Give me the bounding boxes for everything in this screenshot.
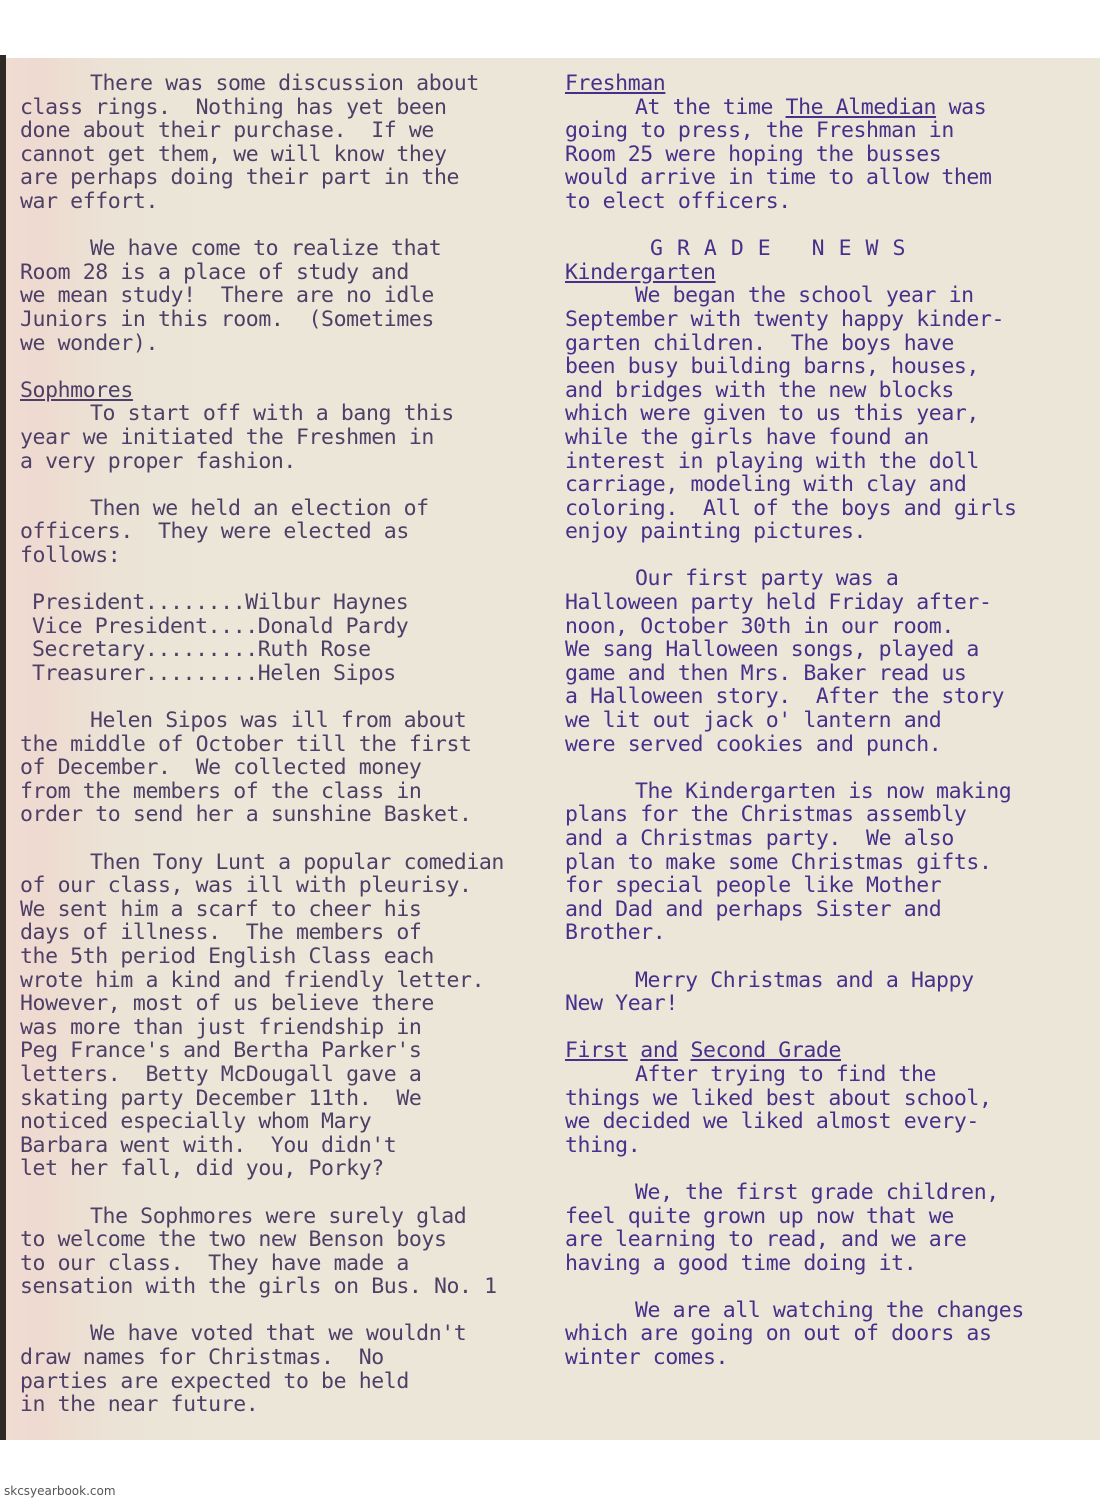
right-text-segment: The Almedian <box>785 94 937 120</box>
right-text-line: were served cookies and punch. <box>565 731 942 757</box>
left-blank-line <box>20 685 560 709</box>
left-text-line: the 5th period English Class each <box>20 943 434 969</box>
right-blank-line <box>565 945 1095 969</box>
left-text-line: President........Wilbur Haynes <box>32 590 409 616</box>
right-text-line: going to press, the Freshman in <box>565 118 954 144</box>
scan-top-margin <box>0 0 1100 58</box>
left-text-line: parties are expected to be held <box>20 1368 409 1394</box>
left-text-line: cannot get them, we will know they <box>20 141 447 167</box>
right-text-line: garten children. The boys have <box>565 330 954 356</box>
left-text-line: days of illness. The members of <box>20 920 422 946</box>
right-blank-line <box>565 1016 1095 1040</box>
right-text-segment: and <box>640 1038 678 1064</box>
right-text-line: plan to make some Christmas gifts. <box>565 849 992 875</box>
right-text-line: to elect officers. <box>565 188 791 214</box>
right-column-text <box>565 72 1095 1370</box>
right-blank-line <box>565 756 1095 780</box>
right-subheading: Freshman <box>565 71 666 96</box>
left-column-text <box>20 72 560 1417</box>
left-blank-line <box>20 1299 560 1323</box>
left-subheading: Sophmores <box>20 377 133 403</box>
right-text-line: and Dad and perhaps Sister and <box>565 896 942 922</box>
right-text-line: We began the school year in <box>635 283 974 309</box>
right-text-line: been busy building barns, houses, <box>565 354 979 380</box>
right-text-line: Our first party was a <box>635 566 899 592</box>
left-text-line: noticed especially whom Mary <box>20 1109 372 1135</box>
left-blank-line <box>20 355 560 379</box>
left-text-line: draw names for Christmas. No <box>20 1345 384 1371</box>
left-text-line: class rings. Nothing has yet been <box>20 94 447 120</box>
left-text-line: The Sophmores were surely glad <box>90 1203 467 1229</box>
right-text-line: We sang Halloween songs, played a <box>565 637 979 663</box>
right-blank-line <box>565 1157 1095 1181</box>
left-text-line: from the members of the class in <box>20 778 422 804</box>
left-text-line: in the near future. <box>20 1392 259 1418</box>
right-text-line: The Kindergarten is now making <box>635 778 1012 804</box>
left-text-line: done about their purchase. If we <box>20 118 434 144</box>
right-text-line: we decided we liked almost every- <box>565 1109 979 1135</box>
left-blank-line <box>20 827 560 851</box>
left-text-line: We sent him a scarf to cheer his <box>20 896 422 922</box>
right-text-segment: First <box>565 1038 628 1064</box>
right-text-line: are learning to read, and we are <box>565 1227 967 1253</box>
right-text-line: plans for the Christmas assembly <box>565 802 967 828</box>
right-text-line: and bridges with the new blocks <box>565 377 954 403</box>
left-text-line: To start off with a bang this <box>90 401 454 427</box>
right-text-line: winter comes. <box>565 1345 729 1371</box>
right-text-segment: Second Grade <box>690 1038 841 1064</box>
left-text-line: However, most of us believe there <box>20 991 434 1017</box>
right-text-line: having a good time doing it. <box>565 1250 917 1276</box>
left-text-line: let her fall, did you, Porky? <box>20 1156 384 1182</box>
right-text-line: feel quite grown up now that we <box>565 1203 954 1229</box>
right-text-line: Brother. <box>565 920 666 946</box>
site-watermark: skcsyearbook.com <box>4 1484 116 1498</box>
page-binding-edge <box>0 55 6 1455</box>
left-text-line: Then Tony Lunt a popular comedian <box>90 849 504 875</box>
right-text-line: Room 25 were hoping the busses <box>565 141 942 167</box>
right-text-line: which are going on out of doors as <box>565 1321 992 1347</box>
left-text-line: to our class. They have made a <box>20 1250 409 1276</box>
right-text-line: noon, October 30th in our room. <box>565 613 954 639</box>
left-text-line: Room 28 is a place of study and <box>20 259 409 285</box>
left-text-line: We have voted that we wouldn't <box>90 1321 467 1347</box>
left-text-line: follows: <box>20 542 121 568</box>
left-text-line: Peg France's and Bertha Parker's <box>20 1038 422 1064</box>
left-text-line: Juniors in this room. (Sometimes <box>20 306 434 332</box>
scan-bottom-margin <box>0 1440 1100 1500</box>
left-text-line: Helen Sipos was ill from about <box>90 708 467 734</box>
right-text-segment: was <box>936 94 987 120</box>
left-text-line: officers. They were elected as <box>20 519 409 545</box>
right-text-segment <box>678 1038 691 1063</box>
left-blank-line <box>20 1181 560 1205</box>
right-blank-line <box>565 214 1095 238</box>
right-text-line: coloring. All of the boys and girls <box>565 495 1017 521</box>
left-text-line: of our class, was ill with pleurisy. <box>20 873 472 899</box>
left-text-line: Vice President....Donald Pardy <box>32 613 409 639</box>
right-text-line: would arrive in time to allow them <box>565 165 992 191</box>
left-text-line: a very proper fashion. <box>20 448 296 474</box>
right-text-line: After trying to find the <box>635 1061 937 1087</box>
left-text-line: Then we held an election of <box>90 495 429 521</box>
right-text-segment <box>628 1038 641 1063</box>
right-text-line: while the girls have found an <box>565 424 929 450</box>
right-text-line: enjoy painting pictures. <box>565 519 867 545</box>
left-text-line: to welcome the two new Benson boys <box>20 1227 447 1253</box>
left-text-line: we mean study! There are no idle <box>20 283 434 309</box>
right-text-line: game and then Mrs. Baker read us <box>565 660 967 686</box>
left-text-line: year we initiated the Freshmen in <box>20 424 434 450</box>
left-text-line: we wonder). <box>20 330 158 356</box>
left-text-line: Barbara went with. You didn't <box>20 1132 397 1158</box>
right-text-segment: At the time <box>635 94 786 120</box>
left-blank-line <box>20 473 560 497</box>
right-text-line <box>565 96 1095 120</box>
left-text-line: We have come to realize that <box>90 236 442 262</box>
right-text-line: things we liked best about school, <box>565 1085 992 1111</box>
right-text-line: Merry Christmas and a Happy <box>635 967 974 993</box>
right-text-line: thing. <box>565 1132 641 1158</box>
right-text-line: and a Christmas party. We also <box>565 826 954 851</box>
left-text-line: the middle of October till the first <box>20 731 472 757</box>
right-text-line: New Year! <box>565 991 678 1017</box>
left-text-line: skating party December 11th. We <box>20 1085 422 1111</box>
right-text-line: We are all watching the changes <box>635 1297 1024 1323</box>
right-blank-line <box>565 1275 1095 1299</box>
left-text-line: of December. We collected money <box>20 755 422 781</box>
left-blank-line <box>20 214 560 238</box>
right-text-line: We, the first grade children, <box>635 1179 999 1205</box>
left-text-line: war effort. <box>20 188 158 214</box>
right-section-heading: GRADE NEWS <box>650 236 920 262</box>
right-subheading: Kindergarten <box>565 259 716 285</box>
right-text-line: interest in playing with the doll <box>565 448 979 474</box>
right-blank-line <box>565 544 1095 568</box>
left-text-line: Secretary.........Ruth Rose <box>32 637 371 663</box>
right-text-line: for special people like Mother <box>565 873 942 899</box>
right-text-line: which were given to us this year, <box>565 401 979 427</box>
right-text-line <box>565 1039 1095 1063</box>
left-text-line: letters. Betty McDougall gave a <box>20 1061 422 1087</box>
left-text-line: order to send her a sunshine Basket. <box>20 802 472 828</box>
left-text-line: was more than just friendship in <box>20 1014 422 1040</box>
right-text-line: Halloween party held Friday after- <box>565 590 992 616</box>
left-blank-line <box>20 567 560 591</box>
left-text-line: are perhaps doing their part in the <box>20 165 460 191</box>
right-text-line: September with twenty happy kinder- <box>565 306 1005 332</box>
right-text-line: carriage, modeling with clay and <box>565 472 967 498</box>
right-text-line: a Halloween story. After the story <box>565 684 1005 710</box>
left-text-line: Treasurer.........Helen Sipos <box>32 660 396 686</box>
right-text-line: we lit out jack o' lantern and <box>565 708 942 734</box>
left-text-line: sensation with the girls on Bus. No. 1 <box>20 1274 497 1300</box>
left-text-line: There was some discussion about <box>90 71 479 96</box>
left-text-line: wrote him a kind and friendly letter. <box>20 967 485 993</box>
